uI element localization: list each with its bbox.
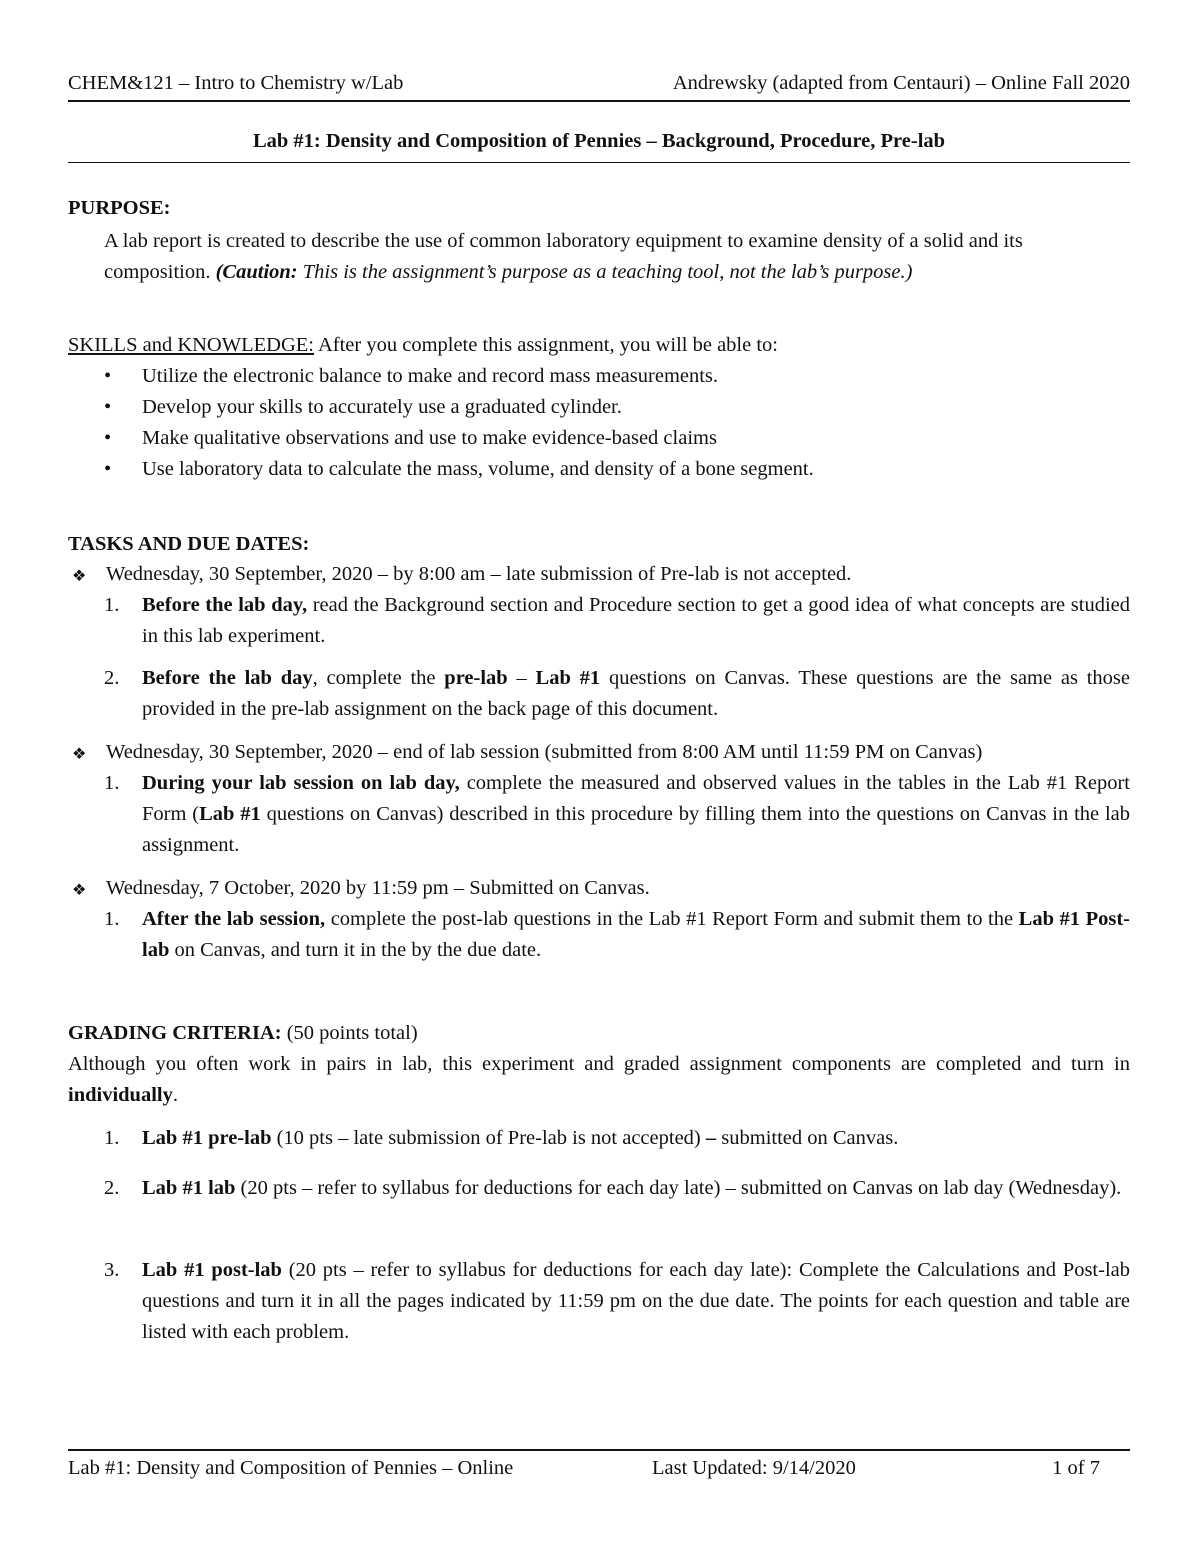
grading-item-text: [142, 1123, 1130, 1154]
due-date-3: Wednesday, 7 October, 2020 by 11:59 pm – Submitted on Canvas.: [106, 877, 650, 899]
purpose-body: A lab report is created to describe the use of common laboratory equipment to examine density of a solid and its composition.: [104, 230, 1023, 283]
item-number: 1.: [104, 1127, 120, 1149]
item-number: 1.: [104, 772, 120, 794]
bullet-icon: •: [104, 365, 112, 387]
grading-dash: –: [705, 1127, 717, 1149]
footer-updated: Last Updated: 9/14/2020: [652, 1457, 856, 1479]
task-item-text: [142, 768, 1130, 861]
due-date-1: Wednesday, 30 September, 2020 – by 8:00 am – late submission of Pre-lab is not accepted.: [106, 563, 852, 585]
caution-label: (Caution:: [215, 261, 298, 283]
task-text: complete the measured and observed values in the tables in the Lab #1 Report Form (: [142, 772, 1130, 825]
skills-intro: [68, 330, 1130, 361]
skill-item-text: Use laboratory data to calculate the mass, volume, and density of a bone segment.: [142, 458, 814, 480]
grading-intro: [68, 1049, 1130, 1111]
bullet-icon: •: [104, 458, 112, 480]
task-item: [104, 904, 1130, 966]
item-number: 1.: [104, 594, 120, 616]
page-number: 1 of 7: [1052, 1457, 1100, 1479]
grading-intro-end: .: [172, 1084, 178, 1106]
task-item: [104, 590, 1130, 652]
page-title: Lab #1: Density and Composition of Pennies – Background, Procedure, Pre-lab: [252, 130, 946, 152]
task-text: , complete the: [312, 667, 445, 689]
grading-item-desc: submitted on Canvas.: [716, 1127, 899, 1149]
grading-item-title: Lab #1 pre-lab: [142, 1127, 272, 1149]
bullet-icon: •: [104, 427, 112, 449]
due-date-2: Wednesday, 30 September, 2020 – end of lab session (submitted from 8:00 AM until 11:59 PM on Canvas): [106, 741, 983, 763]
task-item-text: [142, 590, 1130, 652]
task-text: questions on Canvas. These questions are the same as those provided in the pre-lab assignment on the back page of this document.: [142, 667, 1131, 720]
task-emphasis: During your lab session on lab day,: [142, 772, 460, 794]
task-emphasis: After the lab session,: [142, 908, 326, 930]
caution-text: This is the assignment’s purpose as a teaching tool, not the lab’s purpose.): [297, 261, 913, 283]
task-text: on Canvas, and turn it in the by the due date.: [169, 939, 542, 961]
grading-item-title: Lab #1 post-lab: [142, 1259, 282, 1281]
diamond-bullet-icon: ❖: [72, 746, 87, 763]
item-number: 2.: [104, 667, 120, 689]
skills-heading: SKILLS and KNOWLEDGE:: [68, 334, 314, 356]
grading-points: (50 points total): [281, 1022, 418, 1044]
task-emphasis: pre-lab: [444, 667, 508, 689]
task-item-text: [142, 904, 1130, 966]
grading-item: [104, 1255, 1130, 1348]
grading-heading-row: [68, 1018, 1130, 1049]
item-number: 1.: [104, 908, 120, 930]
grading-item-desc: (20 pts – refer to syllabus for deductions for each day late) – submitted on Canvas on lab day (Wednesday).: [235, 1177, 1122, 1199]
task-emphasis: Before the lab day,: [142, 594, 308, 616]
item-number: 3.: [104, 1259, 120, 1281]
grading-intro-text: Although you often work in pairs in lab, this experiment and graded assignment components are completed and turn in: [68, 1053, 1130, 1075]
task-emphasis: Before the lab day: [142, 667, 313, 689]
grading-item: [104, 1173, 1130, 1204]
task-text: –: [507, 667, 536, 689]
page-header: [68, 72, 1130, 98]
task-text: read the Background section and Procedure section to get a good idea of what concepts are studied in this lab experiment.: [142, 594, 1130, 647]
task-item: [104, 663, 1130, 725]
task-emphasis: Lab #1 Post-lab: [142, 908, 1131, 961]
grading-item-desc: (10 pts – late submission of Pre-lab is not accepted): [271, 1127, 706, 1149]
grading-heading: GRADING CRITERIA:: [68, 1022, 282, 1044]
grading-item-text: [142, 1173, 1130, 1204]
item-number: 2.: [104, 1177, 120, 1199]
task-text: complete the post-lab questions in the Lab #1 Report Form and submit them to the: [325, 908, 1019, 930]
task-emphasis: Lab #1: [199, 803, 261, 825]
tasks-heading: TASKS AND DUE DATES:: [68, 533, 310, 555]
skill-item-text: Utilize the electronic balance to make and record mass measurements.: [142, 365, 719, 387]
purpose-text: [104, 226, 1130, 288]
footer-lab-title: Lab #1: Density and Composition of Pennies – Online: [68, 1457, 514, 1479]
document-page: [68, 0, 1130, 1553]
author-term: Andrewsky (adapted from Centauri) – Online Fall 2020: [672, 72, 1130, 94]
course-title: CHEM&121 – Intro to Chemistry w/Lab: [68, 72, 404, 94]
title-rule: [68, 162, 1130, 163]
task-emphasis: Lab #1: [535, 667, 601, 689]
grading-item-text: [142, 1255, 1130, 1348]
skill-item-text: Make qualitative observations and use to make evidence-based claims: [142, 427, 717, 449]
header-rule: [68, 100, 1130, 102]
diamond-bullet-icon: ❖: [72, 882, 87, 899]
bullet-icon: •: [104, 396, 112, 418]
diamond-bullet-icon: ❖: [72, 568, 87, 585]
grading-item: [104, 1123, 1130, 1154]
grading-item-desc: (20 pts – refer to syllabus for deductions for each day late): Complete the Calculations and Post-lab questions and turn it in all the pages indicated by 11:59 pm on the due date. The points for each question and table are listed with each problem.: [142, 1259, 1130, 1343]
grading-emphasis: individually: [68, 1084, 173, 1106]
task-item: [104, 768, 1130, 861]
grading-item-title: Lab #1 lab: [142, 1177, 236, 1199]
skill-item-text: Develop your skills to accurately use a graduated cylinder.: [142, 396, 622, 418]
skills-intro-text: After you complete this assignment, you will be able to:: [313, 334, 778, 356]
footer-rule: [68, 1449, 1130, 1451]
task-text: questions on Canvas) described in this procedure by filling them into the questions on Canvas in the lab assignment.: [142, 803, 1130, 856]
purpose-heading: PURPOSE:: [68, 197, 171, 219]
task-item-text: [142, 663, 1130, 725]
